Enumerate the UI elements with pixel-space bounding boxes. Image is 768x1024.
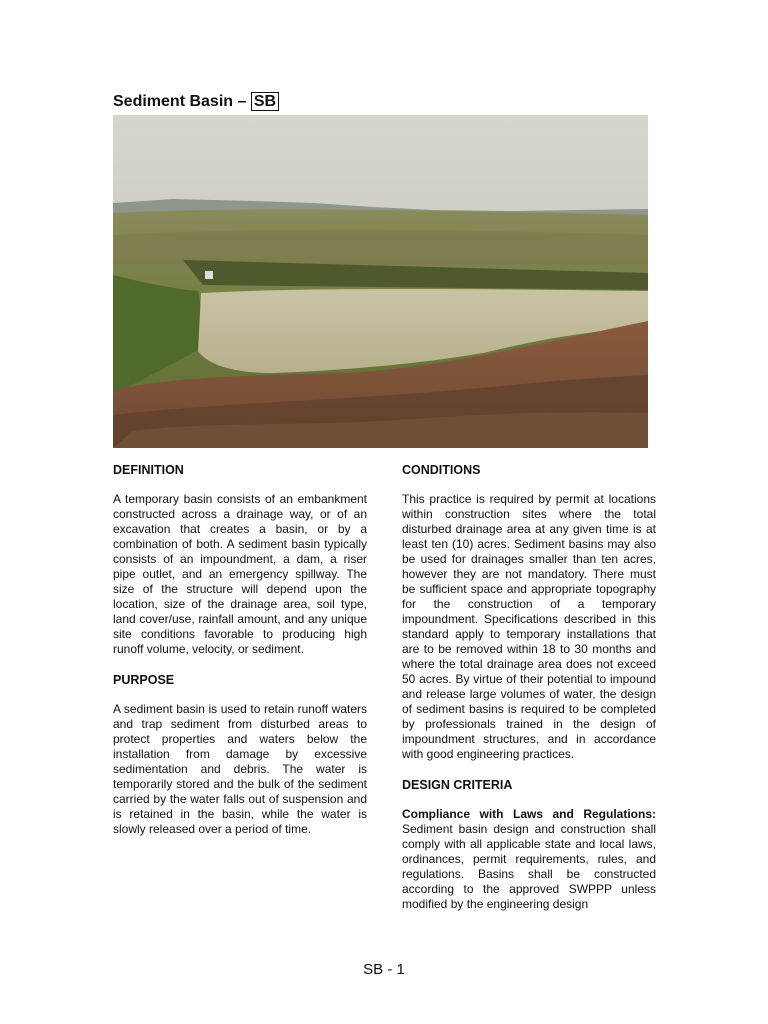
purpose-heading: PURPOSE	[113, 673, 175, 687]
purpose-text: A sediment basin is used to retain runoff waters and trap sediment from disturbed areas to protect properties and waters below the installation from damage by excessive sedimentation and debris. The water is temporarily stored and the bulk of the sediment carried by the water falls out of suspension and is retained in the basin, while the water is slowly released over a period of time.	[113, 702, 367, 836]
conditions-text: This practice is required by permit at locations within construction sites where the total disturbed drainage area at any given time is at least ten (10) acres. Sediment basins may also be used for drainages smaller than ten acres, however they are not mandatory. There must be sufficient space and appropriate topography for the construction of a temporary impoundment. Specifications described in this standard apply to temporary installations that are to be removed within 18 to 30 months and where the total drainage area does not exceed 50 acres. By virtue of their potential to impound and release large volumes of water, the design of sediment basins is required to be completed by professionals trained in the design of impoundment structures, and in accordance with good engineering practices.	[402, 492, 656, 761]
right-column	[402, 463, 656, 928]
design-criteria-heading: DESIGN CRITERIA	[402, 778, 513, 792]
compliance-runin: Compliance with Laws and Regulations:	[402, 807, 656, 821]
left-column	[113, 463, 367, 853]
page-number: SB - 1	[363, 961, 405, 978]
conditions-heading: CONDITIONS	[402, 463, 481, 477]
title-text: Sediment Basin –	[113, 93, 251, 110]
sediment-basin-photo	[113, 115, 648, 448]
compliance-text: Sediment basin design and construction shall comply with all applicable state and local laws, ordinances, permit requirements, rules, and regulations. Basins shall be constructed according to the approved SWPPP unless modified by the engineering design	[402, 822, 656, 911]
compliance-paragraph	[402, 807, 656, 912]
page-title	[113, 91, 279, 113]
title-code-box: SB	[251, 92, 279, 111]
definition-heading: DEFINITION	[113, 463, 184, 477]
definition-text: A temporary basin consists of an embankment constructed across a drainage way, or of an excavation that creates a basin, or by a combination of both. A sediment basin typically consists of an impoundment, a dam, a riser pipe outlet, and an emergency spillway. The size of the structure will depend upon the location, size of the drainage area, soil type, land cover/use, rainfall amount, and any unique site conditions favorable to producing high runoff volume, velocity, or sediment.	[113, 492, 367, 656]
